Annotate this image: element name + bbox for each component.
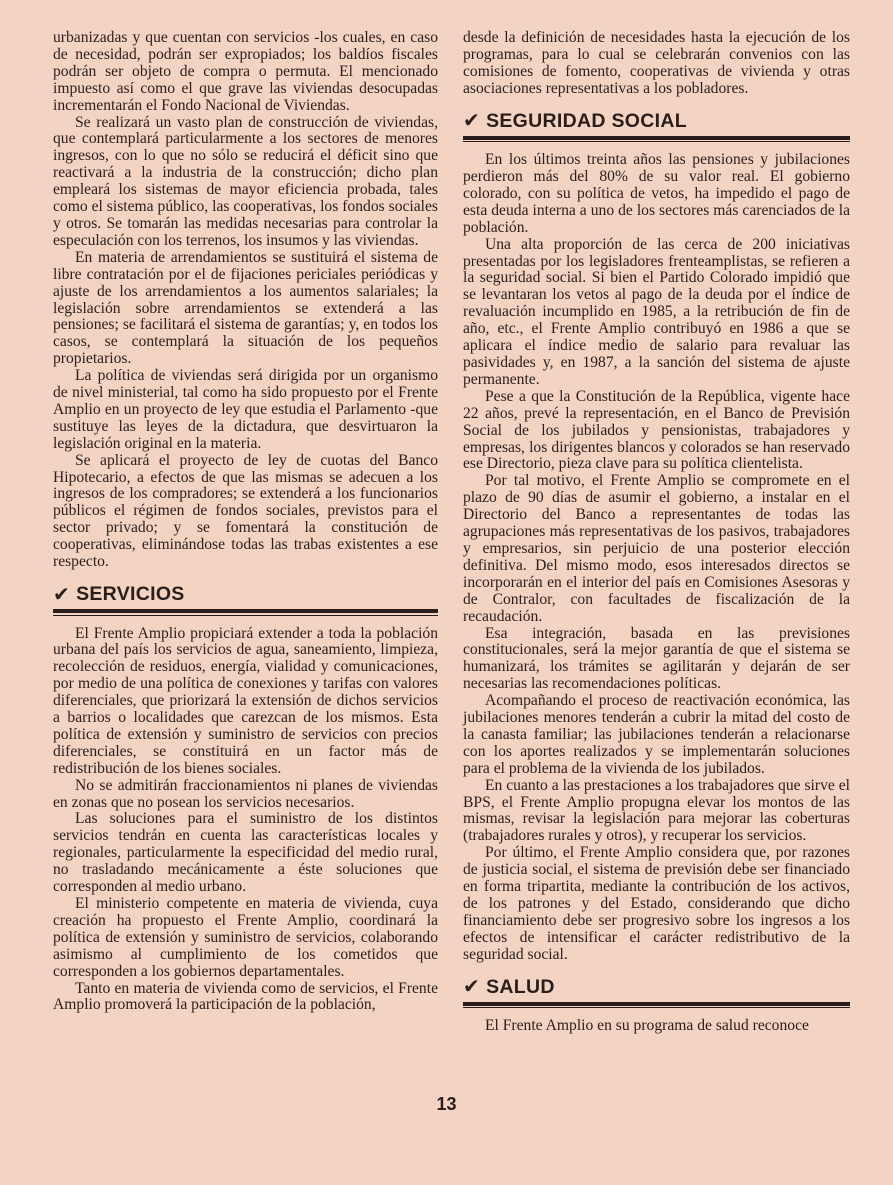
section-rule (463, 136, 850, 143)
paragraph: Por tal motivo, el Frente Amplio se compromete en el plazo de 90 días de asumir el gobierno, a instalar en el Directorio del Banco a representantes de todas las agrupaciones más representativas de los pasivos, trabajadores y empresarios, sin perjuicio de una posterior elección definitiva. Del mismo modo, esos interesados directos se incorporarán en el interior del país en Comisiones Asesoras y de Contralor, con facultades de fiscalización de la recaudación. (463, 472, 850, 625)
check-mark-icon: ✔ (463, 110, 481, 133)
paragraph: No se admitirán fraccionamientos ni planes de viviendas en zonas que no posean los servicios necesarios. (53, 776, 438, 811)
section-heading (463, 976, 850, 1002)
paragraph: urbanizadas y que cuentan con servicios -los cuales, en caso de necesidad, podrán ser expropiados; los baldíos fiscales podrán ser objeto de compra o permuta. El mencionado impuesto así como el que grave las viviendas desocupadas incrementarán el Fondo Nacional de Viviendas. (53, 29, 438, 114)
section-seguridad-social (463, 110, 850, 143)
paragraph: El Frente Amplio en su programa de salud reconoce (485, 1017, 809, 1035)
paragraph: Una alta proporción de las cerca de 200 iniciativas presentadas por los legisladores frenteamplistas, se refieren a la seguridad social. Si bien el Partido Colorado impidió que se levantaran los vetos al pago de la deuda por el índice de revaluación incumplido en 1985, a la retribución de fin de año, etc., el Frente Amplio contribuyó en 1986 a que se aplicara el índice medio de salario para revaluar las pasividades y, en 1987, a la sanción del sistema de ajuste permanente. (463, 235, 850, 388)
section-rule (53, 609, 438, 616)
paragraph: El Frente Amplio propiciará extender a toda la población urbana del país los servicios de agua, saneamiento, limpieza, recolección de residuos, energía, vialidad y comunicaciones, por medio de una política de conexiones y tarifas con valores diferenciales, que priorizará la extensión de dichos servicios a barrios o localidades que carezcan de los mismos. Esta política de extensión y suministro de servicios con precios diferenciales, se constituirá en un factor más de redistribución de los bienes sociales. (53, 624, 438, 777)
right-column (463, 30, 850, 1035)
page-number: 13 (436, 1094, 457, 1114)
paragraph: En materia de arrendamientos se sustituirá el sistema de libre contratación por el de fijaciones periciales periódicas y ajuste de los arrendamientos a los aumentos salariales; la legislación sobre arrendamientos se extenderá a las pensiones; se facilitará el sistema de garantías; y, en todos los casos, se contemplará la situación de los pequeños propietarios. (53, 248, 438, 368)
section-salud (463, 976, 850, 1009)
paragraph: La política de viviendas será dirigida por un organismo de nivel ministerial, tal como ha sido propuesto por el Frente Amplio en un proyecto de ley que estudia el Parlamento -que sustituye las leyes de la dictadura, que desvirtuaron la legislación original en la materia. (53, 367, 438, 452)
paragraph: desde la definición de necesidades hasta la ejecución de los programas, para lo cual se celebrarán convenios con las comisiones de fomento, cooperativas de vivienda y otras asociaciones representativas a los pobladores. (463, 29, 850, 97)
section-servicios (53, 583, 438, 616)
paragraph: Acompañando el proceso de reactivación económica, las jubilaciones menores tenderán a cubrir la mitad del costo de la canasta familiar; las jubilaciones tenderán a relacionarse con los aportes realizados y se implementarán soluciones para el problema de la vivienda de los jubilados. (463, 692, 850, 777)
paragraph: Tanto en materia de vivienda como de servicios, el Frente Amplio promoverá la participación de la población, (53, 979, 438, 1014)
section-heading (53, 583, 438, 609)
section-title-servicios: SERVICIOS (76, 583, 185, 605)
paragraph: El ministerio competente en materia de vivienda, cuya creación ha propuesto el Frente Amplio, coordinará la política de extensión y suministro de servicios, colaborando asimismo al cumplimiento de los cometidos que corresponden a los gobiernos departamentales. (53, 895, 438, 980)
check-mark-icon: ✔ (53, 583, 71, 606)
paragraph: Por último, el Frente Amplio considera que, por razones de justicia social, el sistema de previsión debe ser financiado en forma tripartita, mediante la contribución de los activos, de los patrones y del Estado, considerando que dicho financiamiento debe ser progresivo sobre los ingresos a los efectos de intensificar el carácter redistributivo de la seguridad social. (463, 844, 850, 963)
paragraph: Se realizará un vasto plan de construcción de viviendas, que contemplará particularmente a los sectores de menores ingresos, con lo que no sólo se reducirá el déficit sino que reactivará a la industria de la construcción; dicho plan empleará los sistemas de mayor eficiencia probada, tales como el sistema público, las cooperativas, los fondos sociales y otros. Se tomarán las medidas necesarias para controlar la especulación con los terrenos, los insumos y las viviendas. (53, 113, 438, 249)
section-heading (463, 110, 850, 136)
section-title-salud: SALUD (486, 975, 555, 998)
paragraph: En cuanto a las prestaciones a los trabajadores que sirve el BPS, el Frente Amplio propugna elevar los montos de las mismas, revisar la legislación para mejorar las coberturas (trabajadores rurales y otros), y recuperar los servicios. (463, 776, 850, 845)
paragraph: Pese a que la Constitución de la República, vigente hace 22 años, prevé la representación, en el Banco de Previsión Social de los jubilados y pensionistas, trabajadores y empresas, los dirigentes blancos y colorados se han reservado ese Directorio, pieza clave para su política clientelista. (463, 387, 850, 473)
check-mark-icon: ✔ (463, 976, 481, 999)
paragraph: Esa integración, basada en las previsiones constitucionales, será la mejor garantía de que el sistema se humanizará, los trámites se agilitarán y dejarán de ser necesarias las recomendaciones políticas. (463, 624, 850, 693)
paragraph: Se aplicará el proyecto de ley de cuotas del Banco Hipotecario, a efectos de que las mismas se adecuen a los ingresos de los compradores; se extenderá a los funcionarios públicos el régimen de fondos sociales, previstos para el sector privado; y se fomentará la constitución de cooperativas, eliminándose todas las trabas existentes a ese respecto. (53, 451, 438, 571)
paragraph: En los últimos treinta años las pensiones y jubilaciones perdieron más del 80% de su valor real. El gobierno colorado, con su política de vetos, ha impedido el pago de esta deuda interna a uno de los sectores más carenciados de la población. (463, 151, 850, 236)
section-title-seguridad-social: SEGURIDAD SOCIAL (486, 109, 687, 132)
section-rule (463, 1002, 850, 1009)
paragraph: Las soluciones para el suministro de los distintos servicios tendrán en cuenta las características locales y regionales, particularmente la especificidad del medio rural, no trasladando mecánicamente a éste soluciones que corresponden al medio urbano. (53, 810, 438, 896)
left-column (53, 30, 438, 1014)
